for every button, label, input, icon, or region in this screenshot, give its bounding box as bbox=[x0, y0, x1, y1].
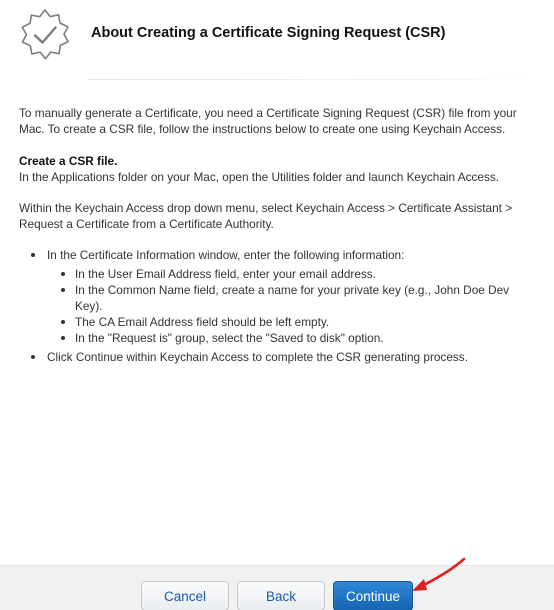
list-item: In the "Request is" group, select the "Saved to disk" option. bbox=[47, 330, 531, 346]
annotation-arrow-icon bbox=[410, 555, 470, 595]
intro-paragraph: To manually generate a Certificate, you need a Certificate Signing Request (CSR) file from your Mac. To create a CSR file, follow the instructions below to create one using Keychain Access. bbox=[19, 106, 517, 136]
applications-instruction: In the Applications folder on your Mac, open the Utilities folder and launch Keychain Access. bbox=[19, 170, 500, 184]
list-item bbox=[19, 349, 531, 365]
list-item: The CA Email Address field should be left empty. bbox=[47, 314, 531, 330]
certificate-info-sublist bbox=[47, 266, 531, 346]
list-item: In the User Email Address field, enter your email address. bbox=[47, 266, 531, 282]
header-divider bbox=[88, 79, 544, 80]
create-csr-heading: Create a CSR file. bbox=[19, 154, 118, 168]
continue-instruction: Click Continue within Keychain Access to complete the CSR generating process. bbox=[47, 350, 468, 364]
button-bar bbox=[0, 565, 554, 610]
page-title: About Creating a Certificate Signing Request (CSR) bbox=[91, 25, 446, 41]
certificate-info-instruction: In the Certificate Information window, enter the following information: bbox=[47, 248, 405, 262]
cancel-button[interactable]: Cancel bbox=[141, 581, 229, 610]
list-item: In the Common Name field, create a name for your private key (e.g., John Doe Dev Key). bbox=[47, 282, 531, 314]
back-button[interactable]: Back bbox=[237, 581, 325, 610]
create-csr-block bbox=[19, 153, 531, 185]
certificate-badge-icon bbox=[18, 8, 72, 62]
continue-button[interactable]: Continue bbox=[333, 581, 413, 610]
page-header bbox=[0, 0, 554, 80]
menu-instruction: Within the Keychain Access drop down menu, select Keychain Access > Certificate Assistant > Request a Certificate from a Certificate Authority. bbox=[19, 201, 513, 231]
instruction-list bbox=[19, 247, 531, 365]
list-item bbox=[19, 247, 531, 346]
instructions-content bbox=[19, 105, 531, 368]
